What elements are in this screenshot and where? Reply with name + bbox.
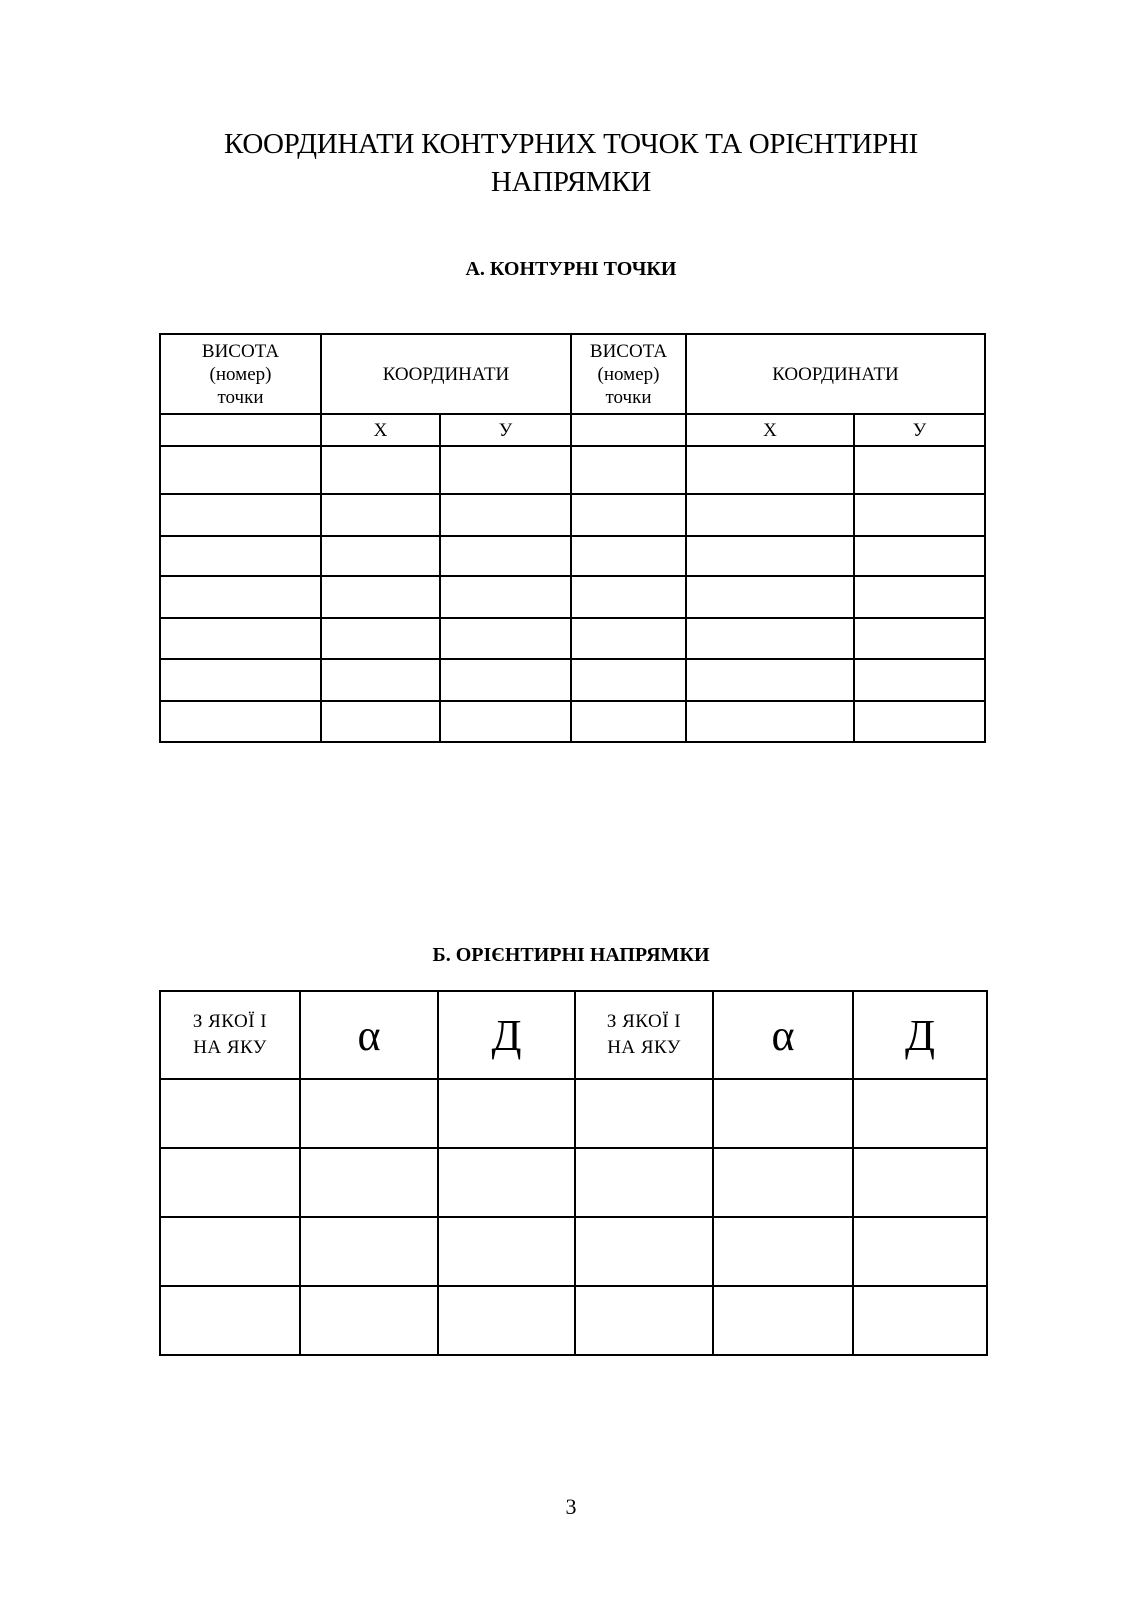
table-cell[interactable] [438, 1217, 575, 1286]
from-to-header-right [575, 991, 713, 1079]
table-cell[interactable] [575, 1148, 713, 1217]
table-cell[interactable] [854, 494, 985, 536]
alpha-header-right: α [713, 991, 853, 1079]
table-cell[interactable] [440, 618, 571, 659]
y-header-left: У [440, 414, 571, 446]
table-cell[interactable] [575, 1217, 713, 1286]
table-cell[interactable] [321, 618, 440, 659]
d-header-right: Д [853, 991, 987, 1079]
table-subheader-row [160, 414, 985, 446]
table-row [160, 1217, 987, 1286]
height-number-header-left [160, 334, 321, 414]
header-label-line: З ЯКОЇ І [192, 1011, 268, 1032]
orientation-directions-table [159, 990, 988, 1356]
table-cell[interactable] [854, 618, 985, 659]
table-cell[interactable] [438, 1148, 575, 1217]
page-title-line-2: НАПРЯМКИ [490, 166, 652, 198]
table-cell[interactable] [160, 536, 321, 576]
table-cell[interactable] [300, 1148, 438, 1217]
coordinates-header-right: КООРДИНАТИ [686, 334, 985, 414]
table-cell[interactable] [321, 536, 440, 576]
table-cell[interactable] [571, 701, 686, 742]
table-cell[interactable] [853, 1286, 987, 1355]
table-cell[interactable] [300, 1286, 438, 1355]
table-row [160, 494, 985, 536]
table-cell[interactable] [686, 536, 854, 576]
table-cell[interactable] [713, 1286, 853, 1355]
y-header-right: У [854, 414, 985, 446]
table-cell[interactable] [160, 1217, 300, 1286]
header-label-line: ВИСОТА [589, 340, 668, 362]
table-cell[interactable] [854, 576, 985, 618]
section-a-heading: А. КОНТУРНІ ТОЧКИ [465, 258, 677, 280]
table-cell[interactable] [440, 446, 571, 494]
coordinates-header-left: КООРДИНАТИ [321, 334, 571, 414]
table-cell[interactable] [686, 576, 854, 618]
table-cell[interactable] [438, 1286, 575, 1355]
table-row [160, 701, 985, 742]
table-cell[interactable] [686, 701, 854, 742]
table-cell[interactable] [854, 446, 985, 494]
header-label-line: точки [217, 386, 264, 408]
table-cell[interactable] [160, 1148, 300, 1217]
table-cell[interactable] [300, 1079, 438, 1148]
table-cell[interactable] [440, 701, 571, 742]
table-cell [160, 414, 321, 446]
table-cell[interactable] [440, 536, 571, 576]
header-label-line: (номер) [209, 363, 272, 385]
from-to-header-left [160, 991, 300, 1079]
table-cell[interactable] [854, 659, 985, 701]
table-cell[interactable] [321, 659, 440, 701]
table-cell[interactable] [854, 536, 985, 576]
table-cell[interactable] [160, 576, 321, 618]
table-cell[interactable] [321, 494, 440, 536]
table-header-row [160, 334, 985, 414]
table-cell[interactable] [160, 494, 321, 536]
table-row [160, 1286, 987, 1355]
height-number-header-right [571, 334, 686, 414]
table-cell[interactable] [854, 701, 985, 742]
table-header-row [160, 991, 987, 1079]
table-cell[interactable] [160, 1079, 300, 1148]
page-title-line-1: КООРДИНАТИ КОНТУРНИХ ТОЧОК ТА ОРІЄНТИРНІ [224, 128, 918, 160]
table-cell[interactable] [321, 576, 440, 618]
table-cell[interactable] [438, 1079, 575, 1148]
header-label-line: НА ЯКУ [607, 1037, 681, 1058]
table-cell[interactable] [853, 1217, 987, 1286]
table-cell[interactable] [440, 659, 571, 701]
header-label-line: (номер) [597, 363, 660, 385]
header-label-line: З ЯКОЇ І [606, 1011, 682, 1032]
x-header-left: X [321, 414, 440, 446]
table-row [160, 618, 985, 659]
table-cell[interactable] [300, 1217, 438, 1286]
table-cell[interactable] [160, 618, 321, 659]
table-cell[interactable] [571, 536, 686, 576]
header-label-line: НА ЯКУ [193, 1037, 267, 1058]
table-cell[interactable] [571, 446, 686, 494]
table-row [160, 446, 985, 494]
table-cell[interactable] [160, 659, 321, 701]
alpha-header-left: α [300, 991, 438, 1079]
table-cell [571, 414, 686, 446]
table-cell[interactable] [686, 618, 854, 659]
table-cell[interactable] [571, 576, 686, 618]
table-cell[interactable] [713, 1217, 853, 1286]
table-cell[interactable] [440, 494, 571, 536]
table-cell[interactable] [853, 1148, 987, 1217]
table-row [160, 536, 985, 576]
header-label-line: точки [605, 386, 652, 408]
table-cell[interactable] [571, 659, 686, 701]
table-cell[interactable] [571, 618, 686, 659]
x-header-right: X [686, 414, 854, 446]
table-cell[interactable] [160, 1286, 300, 1355]
section-b-heading: Б. ОРІЄНТИРНІ НАПРЯМКИ [432, 944, 710, 966]
table-cell[interactable] [713, 1079, 853, 1148]
table-cell[interactable] [321, 701, 440, 742]
table-cell[interactable] [853, 1079, 987, 1148]
table-cell[interactable] [686, 446, 854, 494]
table-cell[interactable] [440, 576, 571, 618]
table-row [160, 576, 985, 618]
header-label-line: ВИСОТА [201, 340, 280, 362]
table-cell[interactable] [686, 659, 854, 701]
table-cell[interactable] [686, 494, 854, 536]
table-row [160, 1079, 987, 1148]
table-cell[interactable] [571, 494, 686, 536]
table-cell[interactable] [321, 446, 440, 494]
d-header-left: Д [438, 991, 575, 1079]
table-cell[interactable] [575, 1079, 713, 1148]
table-cell[interactable] [160, 446, 321, 494]
table-cell[interactable] [575, 1286, 713, 1355]
page-title [0, 125, 1142, 201]
table-row [160, 659, 985, 701]
table-row [160, 1148, 987, 1217]
page-number: 3 [565, 1494, 577, 1519]
table-cell[interactable] [713, 1148, 853, 1217]
contour-points-table [159, 333, 986, 743]
table-cell[interactable] [160, 701, 321, 742]
